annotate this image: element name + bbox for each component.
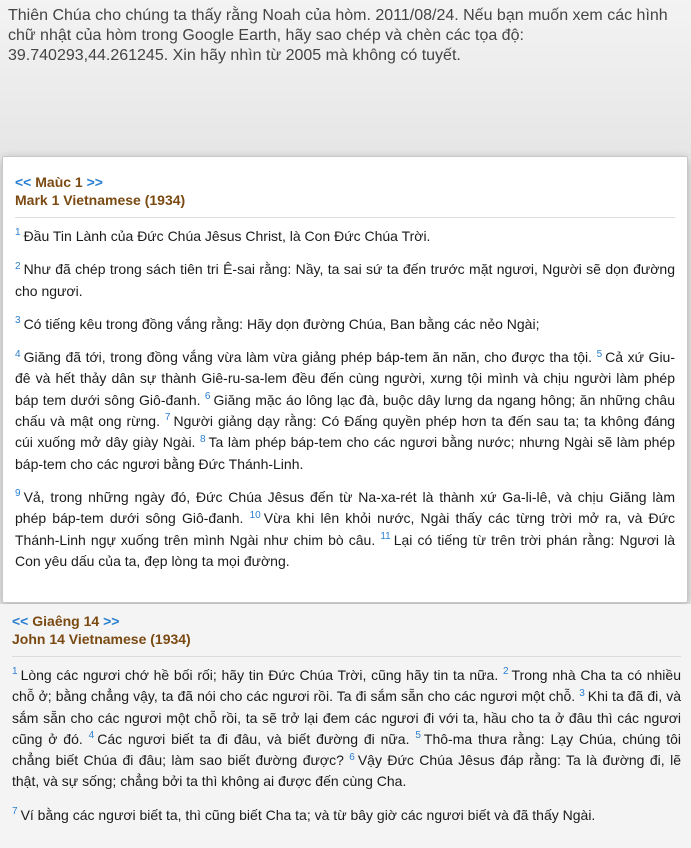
info-note [0,0,691,156]
verse-text: Ví bằng các ngươi biết ta, thì cũng biết Cha ta; và từ bây giờ các ngươi biết và đã thấy Ngài. [20,806,596,823]
verse-text: Cả xứ Giu-đê và hết thảy dân sự thành Giê-ru-sa-lem đều đến cùng người, xưng tội mình và chịu người làm phép báp tem dưới sông Giô-đanh. [15,349,675,408]
verse-number[interactable]: 9 [15,488,21,500]
verse-number[interactable]: 3 [579,687,585,699]
verse-text: Giăng đã tới, trong đồng vắng vừa làm vừa giảng phép báp-tem ăn năn, cho được tha tội. [23,349,593,366]
verse-number[interactable]: 7 [12,806,18,818]
verse-paragraph [15,314,675,335]
verse-text: Vừa khi lên khỏi nước, Ngài thấy các từng trời mở ra, và Đức Thánh-Linh ngự xuống trên mình Ngài như chim bò câu. [15,510,676,548]
chapter-body [12,665,681,826]
chapter-nav [12,612,681,630]
verse-paragraph [15,347,675,475]
divider [15,217,675,218]
verse-number[interactable]: 8 [199,433,206,445]
verse-text: Ta làm phép báp-tem cho các ngươi bằng nước; nhưng Ngài sẽ làm phép báp-tem cho các ngươi bằng Đức Thánh-Linh. [15,434,675,472]
verse-number[interactable]: 5 [596,348,603,360]
next-chapter-link[interactable]: >> [103,613,120,629]
verse-number[interactable]: 1 [12,666,18,678]
verse-text: Khi ta đã đi, và sắm sẵn cho các ngươi một chỗ rồi, ta sẽ trở lại đem các ngươi đi với ta, hầu cho ta ở đâu thì các ngươi cũng ở đó. [12,688,681,747]
verse-paragraph [15,226,675,247]
verse-number[interactable]: 4 [15,348,21,360]
verse-number[interactable]: 2 [15,260,21,272]
verse-text: Có tiếng kêu trong đồng vắng rằng: Hãy dọn đường Chúa, Ban bằng các nẻo Ngài; [23,315,540,332]
verse-number[interactable]: 11 [380,530,391,542]
verse-number[interactable]: 6 [349,751,355,763]
verse-number[interactable]: 7 [164,412,171,424]
chapter-popup [2,156,688,603]
verse-paragraph [12,805,681,826]
chapter-name: Giaêng 14 [32,613,100,629]
verse-number[interactable]: 6 [204,391,211,403]
divider [12,656,681,657]
verse-number[interactable]: 10 [249,509,261,521]
verse-number[interactable]: 4 [88,730,95,742]
verse-paragraph [15,259,675,302]
info-note-text: Thiên Chúa cho chúng ta thấy rằng Noah của hòm. 2011/08/24. Nếu bạn muốn xem các hình chữ nhật của hòm trong Google Earth, hãy sao chép và chèn các tọa độ: 39.740293,44.261245. Xin hãy nhìn từ 2005 mà không có tuyết. [8,7,668,64]
verse-text: Vậy Đức Chúa Jêsus đáp rằng: Ta là đường đi, lẽ thật, và sự sống; chẳng bởi ta thì không ai được đến cùng Cha. [12,752,681,790]
verse-number[interactable]: 1 [15,227,21,239]
next-chapter-link[interactable]: >> [86,174,103,190]
verse-number[interactable]: 3 [15,315,21,327]
verse-text: Người giảng dạy rằng: Có Đấng quyền phép hơn ta đến sau ta; ta không đáng cúi xuống mở dây giày Ngài. [15,413,676,451]
verse-text: Lại có tiếng từ trên trời phán rằng: Ngươi là Con yêu dấu của ta, đẹp lòng ta mọi đường. [15,531,675,569]
verse-number[interactable]: 2 [502,666,509,678]
verse-text: Đầu Tin Lành của Đức Chúa Jêsus Christ, là Con Đức Chúa Trời. [23,228,431,244]
chapter-title: John 14 Vietnamese (1934) [12,631,191,647]
verse-text: Thô-ma thưa rằng: Lạy Chúa, chúng tôi chẳng biết Chúa đi đâu; làm sao biết đường được? [12,730,682,769]
chapter-name: Maùc 1 [35,174,83,190]
verse-text: Các ngươi biết ta đi đâu, và biết đường đi nữa. [97,730,410,747]
verse-number[interactable]: 5 [415,730,421,742]
chapter-body [15,226,675,572]
verse-paragraph [12,665,681,793]
verse-text: Như đã chép trong sách tiên tri Ê-sai rằng: Nầy, ta sai sứ ta đến trước mặt ngươi, Người sẽ dọn đường cho ngươi. [15,261,675,299]
prev-chapter-link[interactable]: << [15,174,32,190]
verse-text: Giăng mặc áo lông lạc đà, buộc dây lưng da ngang hông; ăn những châu chấu và mật ong rừng. [15,391,675,430]
chapter-title: Mark 1 Vietnamese (1934) [15,192,186,208]
verse-text: Lòng các ngươi chớ hề bối rối; hãy tin Đức Chúa Trời, cũng hãy tin ta nữa. [20,667,499,683]
prev-chapter-link[interactable]: << [12,613,29,629]
verse-paragraph [15,487,675,572]
chapter-nav [15,173,675,191]
verse-text: Vả, trong những ngày đó, Đức Chúa Jêsus đến từ Na-xa-rét là thành xứ Ga-li-lê, và chịu Giăng làm phép báp-tem dưới sông Giô-đanh. [15,488,675,527]
verse-text: Trong nhà Cha ta có nhiều chỗ ở; bằng chẳng vậy, ta đã nói cho các ngươi rồi. Ta đi sắm sẵn cho các ngươi một chỗ. [12,667,681,705]
next-chapter-section [0,604,691,848]
